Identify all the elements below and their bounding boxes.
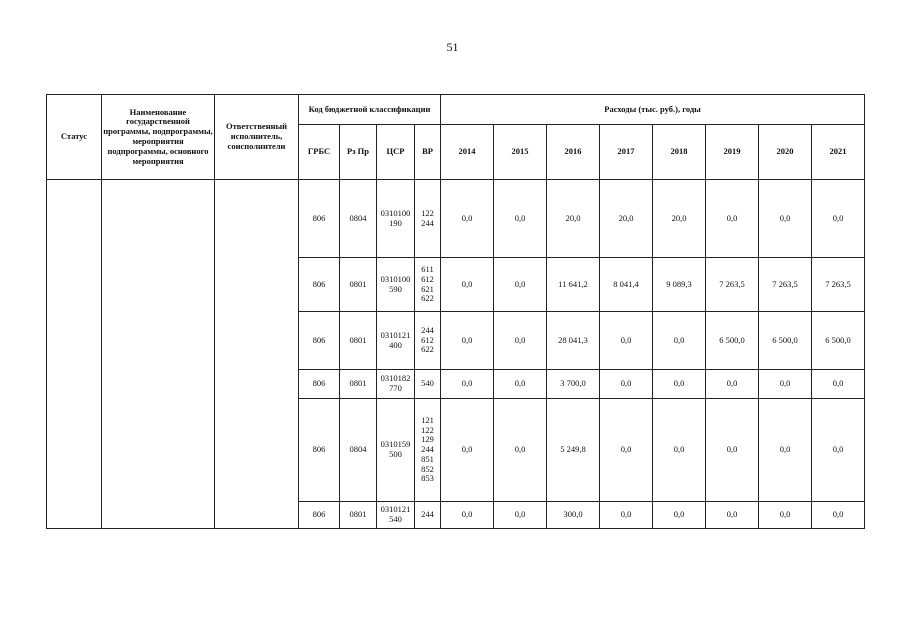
table-row — [47, 180, 865, 258]
rzpr-cell: 0801 — [340, 258, 377, 312]
value-2017-cell: 0,0 — [600, 312, 653, 370]
table-header-row-1 — [47, 95, 865, 125]
executor-cell — [215, 180, 299, 529]
grbs-cell: 806 — [299, 312, 340, 370]
value-2015-cell: 0,0 — [494, 312, 547, 370]
status-cell — [47, 180, 102, 529]
vr-cell: 244 — [415, 502, 441, 529]
value-2019-cell: 6 500,0 — [706, 312, 759, 370]
value-2016-cell: 28 041,3 — [547, 312, 600, 370]
value-2014-cell: 0,0 — [441, 399, 494, 502]
header-year-2015: 2015 — [494, 125, 547, 180]
csr-cell: 0310121 540 — [377, 502, 415, 529]
value-2015-cell: 0,0 — [494, 258, 547, 312]
header-year-2017: 2017 — [600, 125, 653, 180]
header-expenses-group: Расходы (тыс. руб.), годы — [441, 95, 865, 125]
value-2016-cell: 20,0 — [547, 180, 600, 258]
value-2015-cell: 0,0 — [494, 502, 547, 529]
value-2014-cell: 0,0 — [441, 502, 494, 529]
value-2020-cell: 0,0 — [759, 399, 812, 502]
vr-cell: 122 244 — [415, 180, 441, 258]
value-2020-cell: 7 263,5 — [759, 258, 812, 312]
vr-cell: 611 612 621 622 — [415, 258, 441, 312]
grbs-cell: 806 — [299, 502, 340, 529]
value-2018-cell: 0,0 — [653, 312, 706, 370]
value-2018-cell: 9 089,3 — [653, 258, 706, 312]
value-2020-cell: 0,0 — [759, 180, 812, 258]
value-2017-cell: 8 041,4 — [600, 258, 653, 312]
rzpr-cell: 0801 — [340, 370, 377, 399]
header-program-name: Наименование государственной программы, подпрограммы, мероприятия подпрограммы, основного мероприятия — [102, 95, 215, 180]
value-2021-cell: 0,0 — [812, 180, 865, 258]
rzpr-cell: 0801 — [340, 312, 377, 370]
value-2016-cell: 5 249,8 — [547, 399, 600, 502]
csr-cell: 0310100 190 — [377, 180, 415, 258]
value-2014-cell: 0,0 — [441, 258, 494, 312]
value-2017-cell: 20,0 — [600, 180, 653, 258]
value-2014-cell: 0,0 — [441, 180, 494, 258]
grbs-cell: 806 — [299, 370, 340, 399]
value-2017-cell: 0,0 — [600, 399, 653, 502]
value-2015-cell: 0,0 — [494, 370, 547, 399]
program-name-cell — [102, 180, 215, 529]
grbs-cell: 806 — [299, 258, 340, 312]
value-2018-cell: 0,0 — [653, 502, 706, 529]
header-year-2014: 2014 — [441, 125, 494, 180]
vr-cell: 121 122 129 244 851 852 853 — [415, 399, 441, 502]
header-rzpr: Рз Пр — [340, 125, 377, 180]
rzpr-cell: 0804 — [340, 399, 377, 502]
header-grbs: ГРБС — [299, 125, 340, 180]
value-2016-cell: 300,0 — [547, 502, 600, 529]
rzpr-cell: 0804 — [340, 180, 377, 258]
value-2021-cell: 6 500,0 — [812, 312, 865, 370]
grbs-cell: 806 — [299, 180, 340, 258]
header-csr: ЦСР — [377, 125, 415, 180]
value-2019-cell: 0,0 — [706, 180, 759, 258]
header-year-2020: 2020 — [759, 125, 812, 180]
value-2020-cell: 6 500,0 — [759, 312, 812, 370]
csr-cell: 0310159 500 — [377, 399, 415, 502]
grbs-cell: 806 — [299, 399, 340, 502]
csr-cell: 0310182 770 — [377, 370, 415, 399]
value-2018-cell: 20,0 — [653, 180, 706, 258]
header-executor: Ответственный исполнитель, соисполнители — [215, 95, 299, 180]
value-2015-cell: 0,0 — [494, 399, 547, 502]
header-budget-code-group: Код бюджетной классификации — [299, 95, 441, 125]
value-2014-cell: 0,0 — [441, 312, 494, 370]
header-year-2021: 2021 — [812, 125, 865, 180]
rzpr-cell: 0801 — [340, 502, 377, 529]
csr-cell: 0310121 400 — [377, 312, 415, 370]
value-2016-cell: 11 641,2 — [547, 258, 600, 312]
value-2019-cell: 0,0 — [706, 502, 759, 529]
vr-cell: 540 — [415, 370, 441, 399]
value-2019-cell: 0,0 — [706, 370, 759, 399]
header-vr: ВР — [415, 125, 441, 180]
value-2018-cell: 0,0 — [653, 370, 706, 399]
value-2018-cell: 0,0 — [653, 399, 706, 502]
value-2014-cell: 0,0 — [441, 370, 494, 399]
value-2017-cell: 0,0 — [600, 370, 653, 399]
value-2021-cell: 0,0 — [812, 502, 865, 529]
page-number: 51 — [446, 40, 459, 54]
value-2015-cell: 0,0 — [494, 180, 547, 258]
value-2020-cell: 0,0 — [759, 370, 812, 399]
budget-table — [46, 94, 865, 529]
csr-cell: 0310100 590 — [377, 258, 415, 312]
value-2021-cell: 7 263,5 — [812, 258, 865, 312]
vr-cell: 244 612 622 — [415, 312, 441, 370]
header-status: Статус — [47, 95, 102, 180]
value-2021-cell: 0,0 — [812, 370, 865, 399]
header-year-2019: 2019 — [706, 125, 759, 180]
value-2021-cell: 0,0 — [812, 399, 865, 502]
value-2019-cell: 0,0 — [706, 399, 759, 502]
header-year-2018: 2018 — [653, 125, 706, 180]
value-2020-cell: 0,0 — [759, 502, 812, 529]
value-2016-cell: 3 700,0 — [547, 370, 600, 399]
value-2019-cell: 7 263,5 — [706, 258, 759, 312]
header-year-2016: 2016 — [547, 125, 600, 180]
value-2017-cell: 0,0 — [600, 502, 653, 529]
